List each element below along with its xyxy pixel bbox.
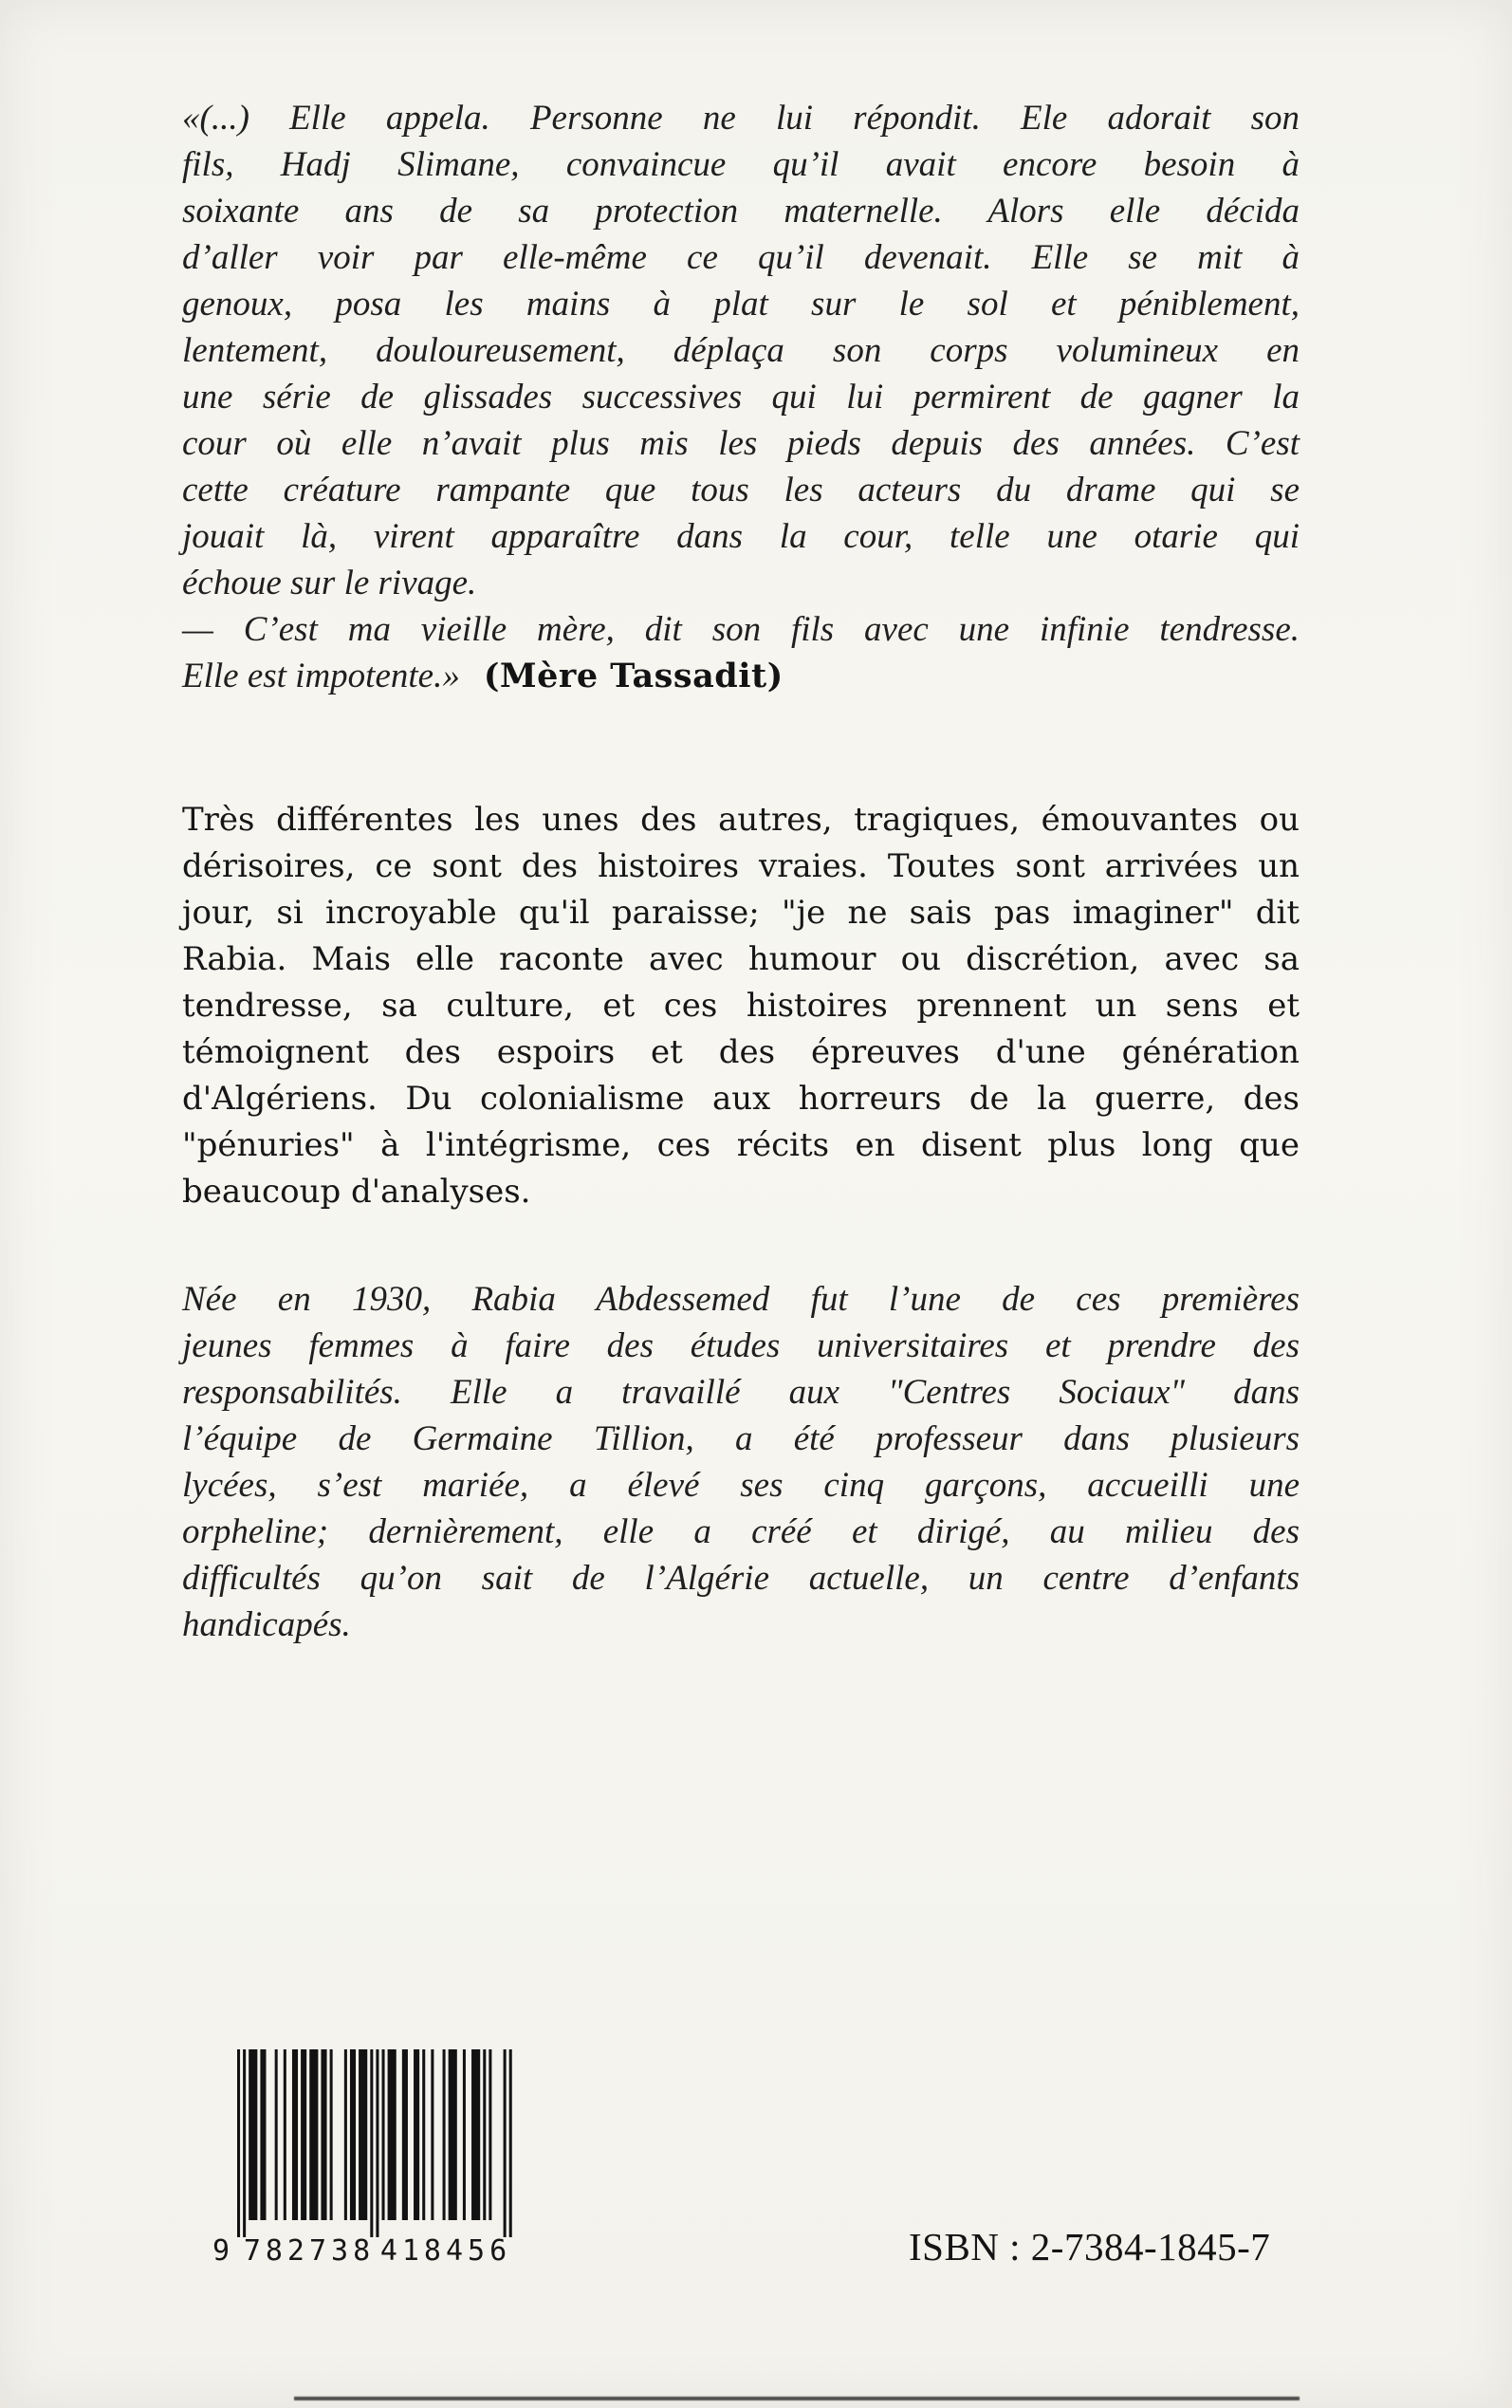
text-line: difficultés qu’on sait de l’Algérie actuelle, un centre d’enfants [182,1559,1300,1598]
text-line: tendresse, sa culture, et ces histoires prennent un sens et [182,987,1300,1025]
text-line: d'Algériens. Du colonialisme aux horreurs de la guerre, des [182,1080,1300,1118]
isbn-label: ISBN : 2-7384-1845-7 [909,2225,1271,2269]
text-line: jeunes femmes à faire des études universitaires et prendre des [182,1326,1300,1365]
text-line: Rabia. Mais elle raconte avec humour ou discrétion, avec sa [182,940,1300,978]
text-line: genoux, posa les mains à plat sur le sol et péniblement, [182,285,1300,324]
barcode-svg [211,2042,524,2269]
barcode [211,2042,524,2269]
bio-block [182,1276,1300,1648]
text-line: d’aller voir par elle-même ce qu’il devenait. Elle se mit à [182,238,1300,277]
text-line: jouait là, virent apparaître dans la cour, telle une otarie qui [182,517,1300,556]
quote-attribution: (Mère Tassadit) [483,657,784,695]
text-line: "pénuries" à l'intégrisme, ces récits en disent plus long que [182,1126,1300,1164]
text-line: cette créature rampante que tous les acteurs du drame qui se [182,471,1300,509]
text-line: l’équipe de Germaine Tillion, a été professeur dans plusieurs [182,1419,1300,1458]
text-line: beaucoup d'analyses. [182,1173,531,1211]
text-line: lycées, s’est mariée, a élevé ses cinq garçons, accueilli une [182,1466,1300,1505]
quote-last-line [182,653,1300,699]
text-line: responsabilités. Elle a travaillé aux "Centres Sociaux" dans [182,1373,1300,1412]
text-line: dérisoires, ce sont des histoires vraies. Toutes sont arrivées un [182,847,1300,885]
barcode-first-digit: 9 [212,2234,230,2268]
text-line: fils, Hadj Slimane, convaincue qu’il avait encore besoin à [182,145,1300,184]
text-line: cour où elle n’avait plus mis les pieds depuis des années. C’est [182,424,1300,463]
scan-edge-artifact [294,2397,1300,2400]
text-line: «(...) Elle appela. Personne ne lui répondit. Ele adorait son [182,99,1300,138]
blurb-block [182,797,1300,1215]
text-line: soixante ans de sa protection maternelle. Alors elle décida [182,192,1300,231]
text-line: orpheline; dernièrement, elle a créé et dirigé, au milieu des [182,1512,1300,1551]
quote-dialogue-line: — C’est ma vieille mère, dit son fils avec une infinie tendresse. [182,610,1300,649]
text-line: témoignent des espoirs et des épreuves d'une génération [182,1033,1300,1071]
barcode-left-group: 782738 [243,2234,376,2268]
quote-lines [182,95,1300,606]
text-line: jour, si incroyable qu'il paraisse; "je ne sais pas imaginer" dit [182,894,1300,932]
text-line: lentement, douloureusement, déplaça son corps volumineux en [182,331,1300,370]
text-line: Née en 1930, Rabia Abdessemed fut l’une de ces premières [182,1280,1300,1319]
quote-block [182,95,1300,699]
bio-lines [182,1276,1300,1648]
text-line: Très différentes les unes des autres, tragiques, émouvantes ou [182,801,1300,839]
quote-dialogue-end: Elle est impotente.» [182,657,460,695]
barcode-bars [237,2049,512,2237]
blurb-lines [182,797,1300,1215]
text-line: échoue sur le rivage. [182,564,477,602]
text-line: handicapés. [182,1605,351,1644]
text-line: une série de glissades successives qui lui permirent de gagner la [182,378,1300,417]
barcode-right-group: 418456 [379,2234,512,2268]
